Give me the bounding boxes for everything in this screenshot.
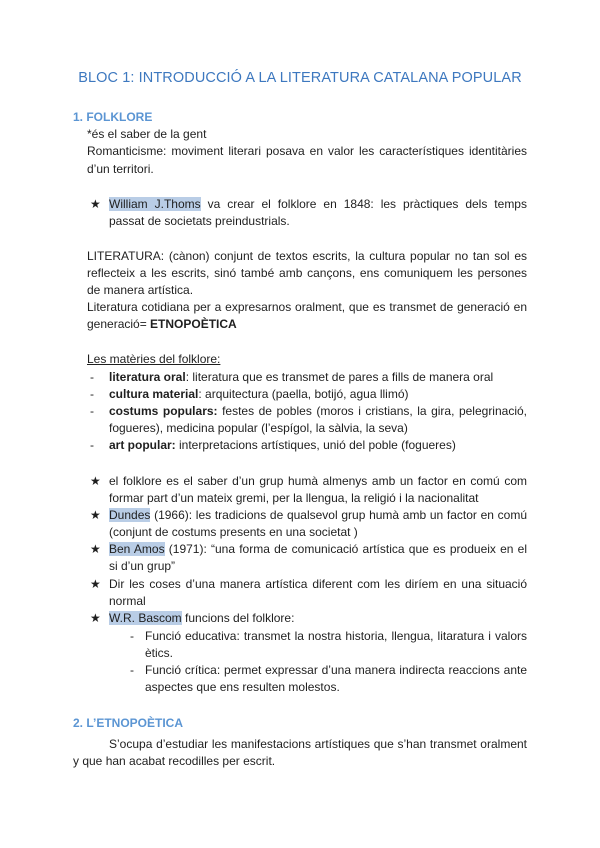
text-line: generació= ETNOPOÈTICA xyxy=(87,317,237,331)
list-item: art popular: interpretacions artístiques, unió del poble (fogueres) xyxy=(109,438,456,452)
list-item-continuation: fogueres), medicina popular (l’espígol, la sàlvia, la seva) xyxy=(109,421,408,435)
dash-bullet: - xyxy=(90,370,94,384)
highlighted-name: Dundes xyxy=(109,508,151,522)
list-item: costums populars: festes de pobles (moros i cristians, la gira, pelegrinació, xyxy=(109,404,527,418)
sub-list-item: Funció educativa: transmet la nostra historia, llengua, litaratura i valors xyxy=(145,629,527,643)
dash-bullet: - xyxy=(90,404,94,418)
sub-list-item: ètics. xyxy=(145,646,174,660)
bullet-text: formar part d’un mateix gremi, per la llengua, la religió i la nacionalitat xyxy=(109,491,479,505)
materies-heading: Les matèries del folklore: xyxy=(87,352,221,366)
section-heading-folklore: 1. FOLKLORE xyxy=(73,110,153,124)
sub-list-item: Funció crítica: permet expressar d’una manera indirecta reaccions ante xyxy=(145,663,527,677)
text-line: reflecteix a les escrits, sinó també amb cançons, ens comuniquem les persones xyxy=(87,266,527,280)
sub-list-item: aspectes que ens resulten molestos. xyxy=(145,680,340,694)
text-line: *és el saber de la gent xyxy=(87,127,207,141)
text-line: S’ocupa d’estudiar les manifestacions artístiques que s’han transmet oralment xyxy=(109,737,527,751)
bullet-text: Dundes (1966): les tradicions de qualsevol grup humà amb un factor en comú xyxy=(109,508,527,522)
dash-bullet: - xyxy=(90,387,94,401)
bullet-text: Ben Amos (1971): “una forma de comunicació artística que es produeix en el xyxy=(109,542,528,556)
list-item: cultura material: arquitectura (paella, botijó, agua llimó) xyxy=(109,387,409,401)
star-bullet-icon: ★ xyxy=(90,508,101,522)
bullet-text: el folklore es el saber d’un grup humà almenys amb un factor en comú com xyxy=(109,474,527,488)
document-title: BLOC 1: INTRODUCCIÓ A LA LITERATURA CATALANA POPULAR xyxy=(78,70,522,86)
section-heading-etnopoetica: 2. L’ETNOPOÈTICA xyxy=(73,716,184,730)
dash-bullet: - xyxy=(130,629,134,643)
star-bullet-icon: ★ xyxy=(90,611,101,625)
text-line: Romanticisme: moviment literari posava en valor les característiques identitàries xyxy=(87,144,527,158)
text-line: d’un territori. xyxy=(87,162,154,176)
bullet-text: si d’un grup” xyxy=(109,559,176,573)
bullet-text: W.R. Bascom funcions del folklore: xyxy=(109,611,295,625)
star-bullet-icon: ★ xyxy=(90,474,101,488)
list-item: literatura oral: literatura que es transmet de pares a fills de manera oral xyxy=(109,370,494,384)
dash-bullet: - xyxy=(90,438,94,452)
text-line: Literatura cotidiana per a expresarnos oralment, que es transmet de generació en xyxy=(87,300,527,314)
highlighted-name: William J.Thoms xyxy=(109,197,201,211)
highlighted-name: W.R. Bascom xyxy=(109,611,182,625)
bullet-text: William J.Thoms va crear el folklore en 1848: les pràctiques dels temps xyxy=(109,197,527,211)
etnopoetica-term: ETNOPOÈTICA xyxy=(150,317,237,331)
text-line: y que han acabat recodilles per escrit. xyxy=(73,754,276,768)
highlighted-name: Ben Amos xyxy=(109,542,165,556)
dash-bullet: - xyxy=(130,663,134,677)
bullet-text: Dir les coses d’una manera artística diferent com les diríem en una situació xyxy=(109,577,527,591)
star-bullet-icon: ★ xyxy=(90,577,101,591)
star-bullet-icon: ★ xyxy=(90,197,101,211)
bullet-text: (conjunt de costums presents en una societat ) xyxy=(109,525,358,539)
text-line: LITERATURA: (cànon) conjunt de textos escrits, la cultura popular no tan sol es xyxy=(87,249,527,263)
bullet-text: passat de societats preindustrials. xyxy=(109,214,290,228)
star-bullet-icon: ★ xyxy=(90,542,101,556)
text-line: de manera artística. xyxy=(87,283,194,297)
bullet-text: normal xyxy=(109,594,146,608)
